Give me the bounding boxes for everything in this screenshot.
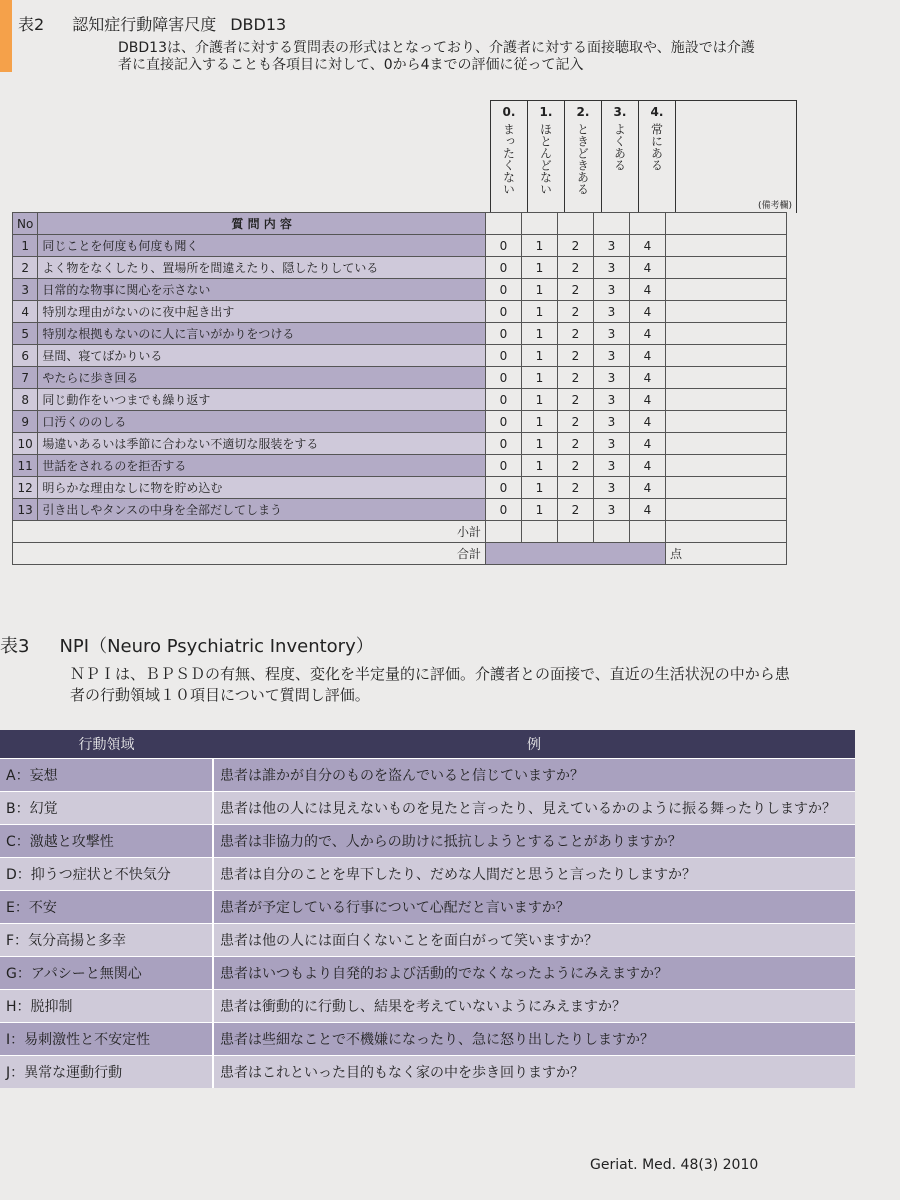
question-text: 同じ動作をいつまでも繰り返す [38, 389, 486, 411]
score-option[interactable]: 4 [630, 301, 666, 323]
remarks-cell [666, 455, 787, 477]
table3-label: 表3 [0, 636, 30, 657]
remarks-cell [666, 433, 787, 455]
table-row [13, 323, 787, 345]
score-option[interactable]: 3 [594, 323, 630, 345]
domain-cell: D：抑うつ症状と不快気分 [0, 858, 213, 891]
remarks-cell [666, 345, 787, 367]
remarks-cell [666, 323, 787, 345]
row-number: 6 [13, 345, 38, 367]
score-option[interactable]: 0 [486, 433, 522, 455]
citation: Geriat. Med. 48(3) 2010 [590, 1157, 759, 1173]
scale-text: ほとんどない [538, 123, 553, 195]
score-cell [630, 213, 666, 235]
score-option[interactable]: 0 [486, 389, 522, 411]
score-cell [486, 213, 522, 235]
question-text: 日常的な物事に関心を示さない [38, 279, 486, 301]
score-option[interactable]: 3 [594, 257, 630, 279]
question-text: 同じことを何度も何度も聞く [38, 235, 486, 257]
subtotal-cell[interactable] [558, 521, 594, 543]
score-option[interactable]: 0 [486, 367, 522, 389]
score-option[interactable]: 4 [630, 477, 666, 499]
score-option[interactable]: 1 [522, 301, 558, 323]
score-option[interactable]: 2 [558, 389, 594, 411]
row-number: 11 [13, 455, 38, 477]
npi-row [0, 957, 855, 990]
score-option[interactable]: 2 [558, 279, 594, 301]
domain-cell: G：アパシーと無関心 [0, 957, 213, 990]
score-option[interactable]: 2 [558, 477, 594, 499]
score-option[interactable]: 1 [522, 411, 558, 433]
scale-header-4 [639, 101, 676, 213]
score-option[interactable]: 4 [630, 367, 666, 389]
score-option[interactable]: 0 [486, 323, 522, 345]
table-row [13, 301, 787, 323]
npi-row [0, 792, 855, 825]
col-example: 例 [213, 730, 855, 759]
table3-heading [0, 632, 374, 658]
table3-title: NPI（Neuro Psychiatric Inventory） [59, 636, 374, 657]
remarks-cell [666, 499, 787, 521]
scale-text: 常にある [649, 123, 664, 171]
score-option[interactable]: 2 [558, 367, 594, 389]
subtotal-cell[interactable] [630, 521, 666, 543]
score-option[interactable]: 2 [558, 301, 594, 323]
npi-row [0, 858, 855, 891]
domain-cell: B：幻覚 [0, 792, 213, 825]
score-option[interactable]: 4 [630, 235, 666, 257]
npi-row [0, 825, 855, 858]
example-cell: 患者は他の人には面白くないことを面白がって笑いますか？ [213, 924, 855, 957]
domain-cell: C：激越と攻撃性 [0, 825, 213, 858]
question-text: やたらに歩き回る [38, 367, 486, 389]
score-option[interactable]: 1 [522, 477, 558, 499]
scale-text: ときどきある [575, 123, 590, 195]
row-number: 7 [13, 367, 38, 389]
score-option[interactable]: 2 [558, 433, 594, 455]
score-option[interactable]: 4 [630, 411, 666, 433]
remarks-cell [666, 411, 787, 433]
subtotal-cell[interactable] [522, 521, 558, 543]
score-option[interactable]: 0 [486, 235, 522, 257]
orange-tab-marker [0, 0, 12, 72]
question-text: 世話をされるのを拒否する [38, 455, 486, 477]
score-option[interactable]: 0 [486, 301, 522, 323]
score-option[interactable]: 1 [522, 499, 558, 521]
score-option[interactable]: 3 [594, 235, 630, 257]
table-row [13, 477, 787, 499]
score-option[interactable]: 3 [594, 455, 630, 477]
row-number: 1 [13, 235, 38, 257]
npi-row [0, 990, 855, 1023]
scale-text: まったくない [501, 123, 516, 195]
score-option[interactable]: 1 [522, 389, 558, 411]
table-row [13, 257, 787, 279]
score-option[interactable]: 4 [630, 433, 666, 455]
score-option[interactable]: 3 [594, 279, 630, 301]
score-option[interactable]: 0 [486, 411, 522, 433]
table3-description: ＮＰＩは、ＢＰＳＤの有無、程度、変化を半定量的に評価。介護者との面接で、直近の生活状況の中から患者の行動領域１０項目について質問し評価。 [70, 665, 790, 704]
question-text: 特別な根拠もないのに人に言いがかりをつける [38, 323, 486, 345]
scale-number: 2. [576, 105, 590, 119]
example-cell: 患者は非協力的で、人からの助けに抵抗しようとすることがありますか？ [213, 825, 855, 858]
scale-header-0 [491, 101, 528, 213]
subtotal-cell[interactable] [594, 521, 630, 543]
table2-code: DBD13 [230, 15, 287, 34]
table-row [13, 235, 787, 257]
score-option[interactable]: 3 [594, 433, 630, 455]
score-option[interactable]: 3 [594, 389, 630, 411]
domain-cell: J：異常な運動行動 [0, 1056, 213, 1089]
score-option[interactable]: 2 [558, 323, 594, 345]
remarks-cell [666, 301, 787, 323]
score-option[interactable]: 3 [594, 301, 630, 323]
score-option[interactable]: 0 [486, 345, 522, 367]
scale-number: 1. [539, 105, 553, 119]
score-option[interactable]: 0 [486, 455, 522, 477]
table2-description: DBD13は、介護者に対する質問表の形式はとなっており、介護者に対する面接聴取や、施設では介護者に直接記入することも各項目に対して、0から4までの評価に従って記入 [118, 40, 755, 73]
score-option[interactable]: 1 [522, 367, 558, 389]
subtotal-cell[interactable] [486, 521, 522, 543]
score-option[interactable]: 1 [522, 235, 558, 257]
domain-cell: A：妄想 [0, 759, 213, 792]
table-row [13, 433, 787, 455]
header-row [13, 213, 787, 235]
row-number: 4 [13, 301, 38, 323]
score-option[interactable]: 2 [558, 235, 594, 257]
score-option[interactable]: 0 [486, 279, 522, 301]
subtotal-row [13, 521, 787, 543]
col-question: 質 問 内 容 [38, 213, 486, 235]
row-number: 3 [13, 279, 38, 301]
question-text: よく物をなくしたり、置場所を間違えたり、隠したりしている [38, 257, 486, 279]
remarks-cell [666, 279, 787, 301]
col-domain: 行動領域 [0, 730, 213, 759]
question-text: 口汚くののしる [38, 411, 486, 433]
score-option[interactable]: 1 [522, 433, 558, 455]
score-cell [522, 213, 558, 235]
remarks-header [676, 101, 796, 213]
col-no: No [13, 213, 38, 235]
remarks-cell [666, 257, 787, 279]
row-number: 9 [13, 411, 38, 433]
table2-title: 認知症行動障害尺度 [72, 15, 217, 34]
score-option[interactable]: 1 [522, 279, 558, 301]
score-option[interactable]: 2 [558, 455, 594, 477]
score-cell [558, 213, 594, 235]
example-cell: 患者は衝動的に行動し、結果を考えていないようにみえますか？ [213, 990, 855, 1023]
score-option[interactable]: 2 [558, 411, 594, 433]
score-option[interactable]: 3 [594, 499, 630, 521]
example-cell: 患者が予定している行事について心配だと言いますか？ [213, 891, 855, 924]
score-option[interactable]: 0 [486, 257, 522, 279]
example-cell: 患者はこれといった目的もなく家の中を歩き回りますか？ [213, 1056, 855, 1089]
scale-header-2 [565, 101, 602, 213]
npi-row [0, 759, 855, 792]
row-number: 5 [13, 323, 38, 345]
subtotal-label: 小計 [13, 521, 486, 543]
score-option[interactable]: 3 [594, 367, 630, 389]
npi-row [0, 1023, 855, 1056]
score-option[interactable]: 3 [594, 411, 630, 433]
npi-row [0, 924, 855, 957]
npi-row [0, 1056, 855, 1089]
question-text: 明らかな理由なしに物を貯め込む [38, 477, 486, 499]
score-option[interactable]: 2 [558, 257, 594, 279]
scale-number: 0. [502, 105, 516, 119]
score-option[interactable]: 2 [558, 345, 594, 367]
score-option[interactable]: 4 [630, 455, 666, 477]
table-row [13, 367, 787, 389]
table-row [13, 279, 787, 301]
example-cell: 患者は誰かが自分のものを盗んでいると信じていますか？ [213, 759, 855, 792]
table-row [13, 455, 787, 477]
table-row [13, 345, 787, 367]
row-number: 12 [13, 477, 38, 499]
score-option[interactable]: 4 [630, 345, 666, 367]
table2-heading [18, 12, 286, 35]
question-text: 昼間、寝てばかりいる [38, 345, 486, 367]
score-option[interactable]: 1 [522, 345, 558, 367]
question-text: 特別な理由がないのに夜中起き出す [38, 301, 486, 323]
table2-label: 表2 [18, 15, 45, 34]
remarks-cell [666, 213, 787, 235]
dbd13-grid [12, 212, 787, 565]
score-option[interactable]: 4 [630, 323, 666, 345]
points-label: 点 [666, 543, 787, 565]
scale-header-3 [602, 101, 639, 213]
remarks-cell [666, 389, 787, 411]
example-cell: 患者はいつもより自発的および活動的でなくなったようにみえますか？ [213, 957, 855, 990]
row-number: 10 [13, 433, 38, 455]
table-row [13, 411, 787, 433]
total-cell[interactable] [486, 543, 666, 565]
scale-text: よくある [612, 123, 627, 171]
score-option[interactable]: 2 [558, 499, 594, 521]
question-text: 場違いあるいは季節に合わない不適切な服装をする [38, 433, 486, 455]
remarks-label: (備考欄) [757, 201, 792, 211]
score-option[interactable]: 1 [522, 323, 558, 345]
scale-number: 4. [650, 105, 664, 119]
score-option[interactable]: 4 [630, 279, 666, 301]
remarks-cell [666, 235, 787, 257]
score-option[interactable]: 1 [522, 257, 558, 279]
table-row [13, 499, 787, 521]
scale-header-1 [528, 101, 565, 213]
score-option[interactable]: 4 [630, 257, 666, 279]
row-number: 13 [13, 499, 38, 521]
score-option[interactable]: 0 [486, 477, 522, 499]
remarks-cell [666, 521, 787, 543]
domain-cell: E：不安 [0, 891, 213, 924]
score-option[interactable]: 1 [522, 455, 558, 477]
row-number: 8 [13, 389, 38, 411]
row-number: 2 [13, 257, 38, 279]
domain-cell: I：易刺激性と不安定性 [0, 1023, 213, 1056]
npi-row [0, 891, 855, 924]
total-row [13, 543, 787, 565]
example-cell: 患者は自分のことを卑下したり、だめな人間だと思うと言ったりしますか？ [213, 858, 855, 891]
score-option[interactable]: 3 [594, 477, 630, 499]
score-option[interactable]: 3 [594, 345, 630, 367]
question-text: 引き出しやタンスの中身を全部だしてしまう [38, 499, 486, 521]
total-label: 合計 [13, 543, 486, 565]
domain-cell: H：脱抑制 [0, 990, 213, 1023]
example-cell: 患者は他の人には見えないものを見たと言ったり、見えているかのように振る舞ったりしますか？ [213, 792, 855, 825]
score-option[interactable]: 0 [486, 499, 522, 521]
example-cell: 患者は些細なことで不機嫌になったり、急に怒り出したりしますか？ [213, 1023, 855, 1056]
score-cell [594, 213, 630, 235]
remarks-cell [666, 367, 787, 389]
score-option[interactable]: 4 [630, 499, 666, 521]
score-option[interactable]: 4 [630, 389, 666, 411]
remarks-cell [666, 477, 787, 499]
domain-cell: F：気分高揚と多幸 [0, 924, 213, 957]
scale-header [490, 100, 797, 213]
table-row [13, 389, 787, 411]
npi-table [0, 730, 855, 1088]
scale-number: 3. [613, 105, 627, 119]
